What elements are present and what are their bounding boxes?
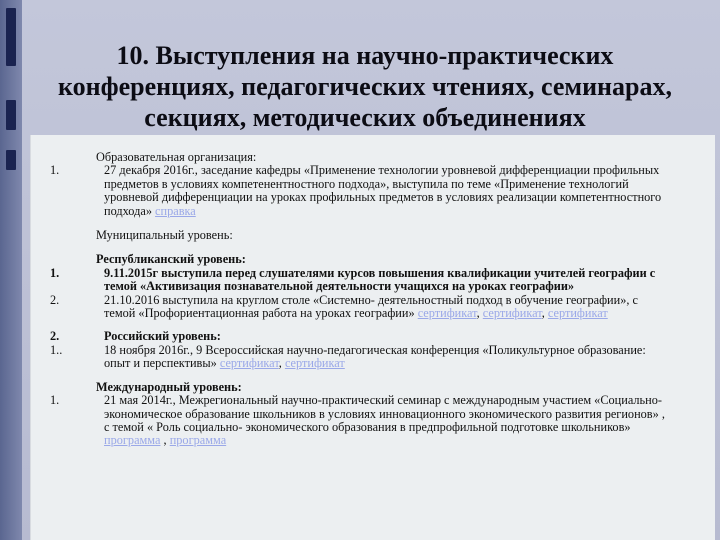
section-number: 2. <box>50 329 60 344</box>
title-line: 10. Выступления на научно-практических <box>116 41 614 70</box>
accent-bar <box>6 100 16 130</box>
slide-title <box>30 40 700 133</box>
content-body <box>50 151 670 448</box>
program-link[interactable]: программа <box>169 433 227 448</box>
accent-bar <box>6 150 16 170</box>
section-header-text: Российский уровень: <box>104 329 221 344</box>
certificate-link[interactable]: сертификат <box>482 306 542 321</box>
reference-link[interactable]: справка <box>155 203 196 218</box>
section-header-republic: Республиканский уровень: <box>96 252 246 267</box>
program-link[interactable]: программа <box>104 433 161 448</box>
certificate-link[interactable]: сертификат <box>219 356 279 371</box>
item-number: 1.. <box>50 342 63 357</box>
accent-bar <box>6 8 16 66</box>
item-number: 1. <box>50 265 60 280</box>
section-header-russian <box>50 330 670 343</box>
item-text: 9.11.2015г выступила перед слушателями курсов повышения квалификации учителей географии с темой «Активизация познавательной деятельности учащихся на уроках географии» <box>104 265 656 294</box>
list-item <box>50 267 670 294</box>
list-item <box>50 164 670 218</box>
section-header-org: Образовательная организация: <box>96 150 257 164</box>
item-number: 1. <box>50 163 60 178</box>
certificate-link[interactable]: сертификат <box>547 306 608 321</box>
list-item: 1. 21 мая 2014г., Межрегиональный научно-практический семинар с международным участием «Социально- экономическое образование школьников в условиях инновационного экономического развития регионов» , с темой « Роль социально- экономического образования в предпрофильной подготовке школьников» программа , программа <box>50 393 665 448</box>
title-line: секциях, методических объединениях <box>144 103 586 132</box>
list-item: 2. 21.10.2016 выступила на круглом столе «Системно- деятельностный подход в обучение географии», с темой «Профориентационная работа на уроках географии» сертификат, сертификат, сертификат <box>50 292 638 321</box>
left-decorative-band <box>0 0 22 540</box>
certificate-link[interactable]: сертификат <box>417 306 477 321</box>
certificate-link[interactable]: сертификат <box>284 356 345 371</box>
item-text: 18 ноября 2016г., 9 Всероссийская научно-педагогическая конференция «Поликультурное образование: опыт и перспективы» <box>104 342 646 371</box>
item-text: 27 декабря 2016г., заседание кафедры «Применение технологии уровневой дифференциации профильных предметов в условиях компетенентностного подхода», выступила по теме «Применение технологий уровневой дифференциации на уроках профильных предметов в условиях реализации компетентностного подхода» <box>104 163 662 218</box>
list-item: 1.. 18 ноября 2016г., 9 Всероссийская научно-педагогическая конференция «Поликультурное образование: опыт и перспективы» сертификат, сертификат <box>50 342 646 371</box>
item-number: 1. <box>50 393 60 408</box>
item-text: 21 мая 2014г., Межрегиональный научно-практический семинар с международным участием «Социально- экономическое образование школьников в условиях инновационного экономического развития регионов» , с темой « Роль социально- экономического образования в предпрофильной подготовке школьников» <box>104 393 665 434</box>
left-accent-bars <box>6 0 18 540</box>
section-header-municipal: Муниципальный уровень: <box>96 228 233 243</box>
title-line: конференциях, педагогических чтениях, семинарах, <box>58 72 672 101</box>
item-number: 2. <box>50 292 60 307</box>
section-header-international: Международный уровень: <box>96 379 242 394</box>
item-text: 21.10.2016 выступила на круглом столе «Системно- деятельностный подход в обучение географии», с темой «Профориентационная работа на уроках географии» <box>104 292 638 321</box>
